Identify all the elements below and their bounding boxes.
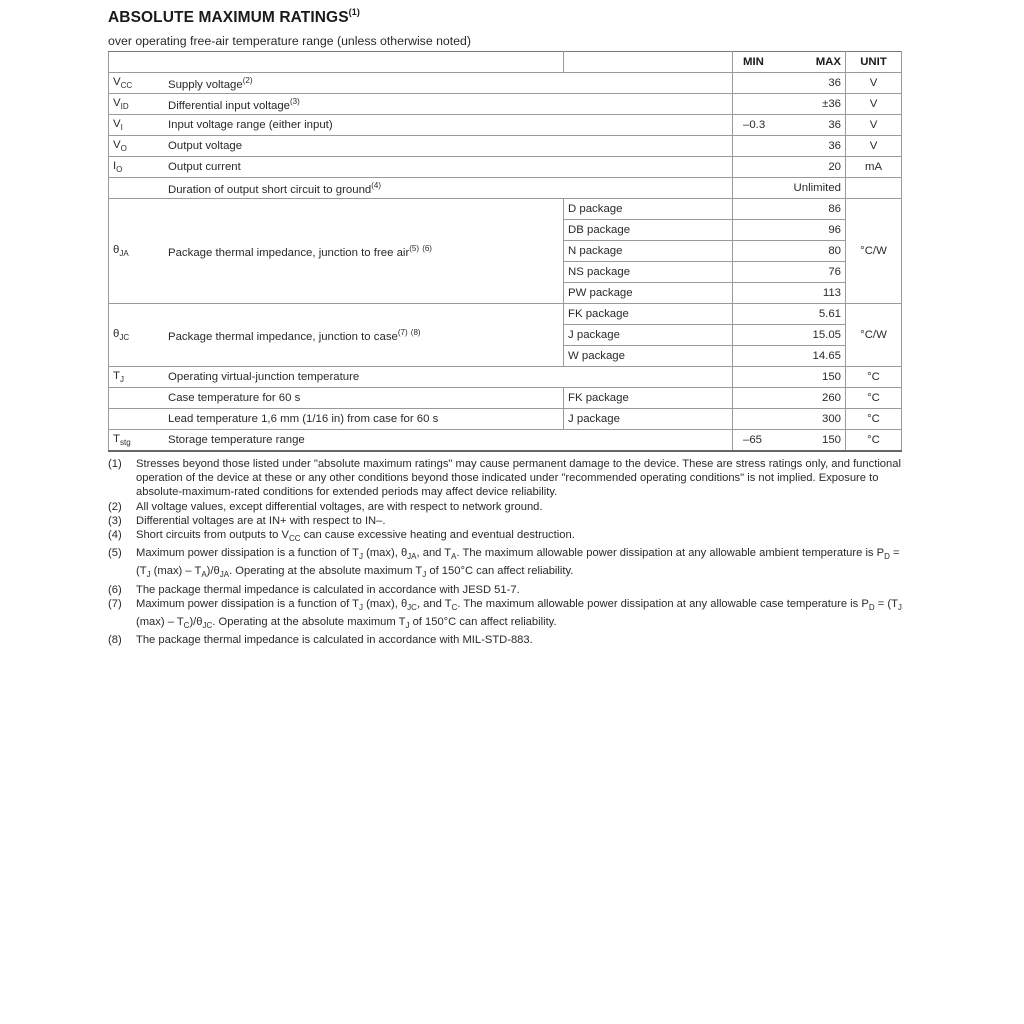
package-name: FK package: [564, 304, 733, 325]
package-name: FK package: [564, 388, 733, 409]
max-value: 36: [828, 77, 841, 89]
parameter: Differential input voltage$^{(3)}$: [164, 94, 733, 115]
max-value: 86: [733, 199, 846, 220]
max-value: 300: [733, 409, 846, 430]
unit: V: [846, 115, 902, 136]
unit: [846, 178, 902, 199]
parameter: Operating virtual-junction temperature: [164, 367, 733, 388]
symbol: $V_{CC}$: [109, 73, 165, 94]
min-value: [743, 98, 793, 110]
package-name: PW package: [564, 283, 733, 304]
min-value: [743, 371, 793, 383]
footnote-3: (3) Differential voltages are at IN+ with respect to IN–.: [108, 514, 386, 527]
max-value: 80: [733, 241, 846, 262]
package-name: W package: [564, 346, 733, 367]
table-row-theta-jc: [109, 304, 902, 325]
package-name: NS package: [564, 262, 733, 283]
max-value: 150: [821, 371, 841, 383]
max-value: 14.65: [733, 346, 846, 367]
package-name: N package: [564, 241, 733, 262]
unit: V: [846, 136, 902, 157]
table-row-theta-ja: [109, 199, 902, 220]
title-footnote-ref: (1): [348, 7, 360, 17]
min-value: [743, 77, 793, 89]
max-value: ±36: [822, 98, 841, 110]
max-value: 15.05: [733, 325, 846, 346]
symbol: $V_O$: [109, 136, 165, 157]
symbol: $V_I$: [109, 115, 165, 136]
unit: mA: [846, 157, 902, 178]
package-name: J package: [564, 325, 733, 346]
max-value: 260: [733, 388, 846, 409]
table-row-vcc: [109, 73, 902, 94]
table-row-tj: [109, 367, 902, 388]
footnotes: [108, 457, 908, 647]
parameter: Case temperature for 60 s: [164, 388, 564, 409]
footnote-4: (4) Short circuits from outputs to $V_{CC}$ can cause excessive heating and eventual destruction.: [108, 529, 575, 544]
parameter: Input voltage range (either input): [164, 115, 733, 136]
min-value: –0.3: [743, 119, 766, 131]
header-max: MAX: [815, 56, 841, 68]
symbol: $\theta_{JA}$: [109, 199, 165, 304]
parameter: Duration of output short circuit to ground$^{(4)}$: [164, 178, 733, 199]
max-value: 96: [733, 220, 846, 241]
unit: V: [846, 94, 902, 115]
unit: °C: [846, 409, 902, 430]
symbol: $T_J$: [109, 367, 165, 388]
max-value: 150: [821, 434, 841, 446]
parameter: Package thermal impedance, junction to free air$^{(5)}$ $^{(6)}$: [164, 199, 564, 304]
max-value: 113: [733, 283, 846, 304]
max-value: 76: [733, 262, 846, 283]
symbol: $T_{stg}$: [109, 430, 165, 452]
footnote-5: (5) Maximum power dissipation is a function of $T_J$ (max), $\theta_{JA}$, and $T_A$. The maximum allowable power dissipation at any allowable ambient temperature is $P_D = (T_J$ $(\max) - T_A)/\theta_{JA}$. Operating at the absolute maximum $T_J$ of 150°C can affect reliability.: [108, 547, 900, 580]
footnote-2: (2) All voltage values, except differential voltages, are with respect to network ground.: [108, 500, 543, 513]
table-row-vid: [109, 94, 902, 115]
footnote-1: (1) Stresses beyond those listed under "absolute maximum ratings" may cause permanent damage to the device. These are stress ratings only, and functional operation of the device at these or any other conditions beyond those indicated under "recommended operating conditions" is not implied. Exposure to absolute-maximum-rated conditions for extended periods may affect device reliability.: [108, 458, 901, 499]
max-value: 20: [828, 161, 841, 173]
max-value: Unlimited: [733, 178, 846, 199]
table-header-row: [109, 52, 902, 73]
table-row-short-circuit: [109, 178, 902, 199]
symbol: $I_O$: [109, 157, 165, 178]
table-row-vi: [109, 115, 902, 136]
min-value: [743, 161, 793, 173]
max-value: 36: [828, 140, 841, 152]
unit: °C: [846, 430, 902, 452]
footnote-8: (8) The package thermal impedance is calculated in accordance with MIL-STD-883.: [108, 634, 533, 647]
parameter: Lead temperature 1,6 mm (1/16 in) from case for 60 s: [164, 409, 564, 430]
title-text: ABSOLUTE MAXIMUM RATINGS: [108, 9, 349, 26]
table-row-vo: [109, 136, 902, 157]
unit: °C/W: [846, 304, 902, 367]
header-min: MIN: [743, 56, 764, 68]
parameter: Output voltage: [164, 136, 733, 157]
min-value: [743, 140, 793, 152]
section-title: [108, 7, 360, 27]
parameter: Storage temperature range: [164, 430, 733, 452]
absolute-maximum-ratings-table: [108, 51, 902, 452]
package-name: J package: [564, 409, 733, 430]
unit: °C: [846, 388, 902, 409]
header-unit: UNIT: [846, 52, 902, 73]
package-name: D package: [564, 199, 733, 220]
table-row-io: [109, 157, 902, 178]
max-value: 5.61: [733, 304, 846, 325]
min-value: –65: [743, 434, 763, 446]
unit: °C: [846, 367, 902, 388]
section-subtitle: over operating free-air temperature range (unless otherwise noted): [108, 34, 471, 48]
footnote-6: (6) The package thermal impedance is calculated in accordance with JESD 51-7.: [108, 583, 520, 596]
parameter: Output current: [164, 157, 733, 178]
symbol: $V_{ID}$: [109, 94, 165, 115]
unit: V: [846, 73, 902, 94]
parameter: Supply voltage$^{(2)}$: [164, 73, 733, 94]
symbol: $\theta_{JC}$: [109, 304, 165, 367]
table-row-lead-temperature: [109, 409, 902, 430]
parameter: Package thermal impedance, junction to case$^{(7)}$ $^{(8)}$: [164, 304, 564, 367]
table-row-case-temperature: [109, 388, 902, 409]
footnote-7: (7) Maximum power dissipation is a function of $T_J$ (max), $\theta_{JC}$, and $T_C$. The maximum allowable power dissipation at any allowable case temperature is $P_D = (T_J$ $(\max) - T_C)/\theta_{JC}$. Operating at the absolute maximum $T_J$ of 150°C can affect reliability.: [108, 597, 902, 631]
table-row-tstg: [109, 430, 902, 452]
max-value: 36: [828, 119, 841, 131]
unit: °C/W: [846, 199, 902, 304]
package-name: DB package: [564, 220, 733, 241]
